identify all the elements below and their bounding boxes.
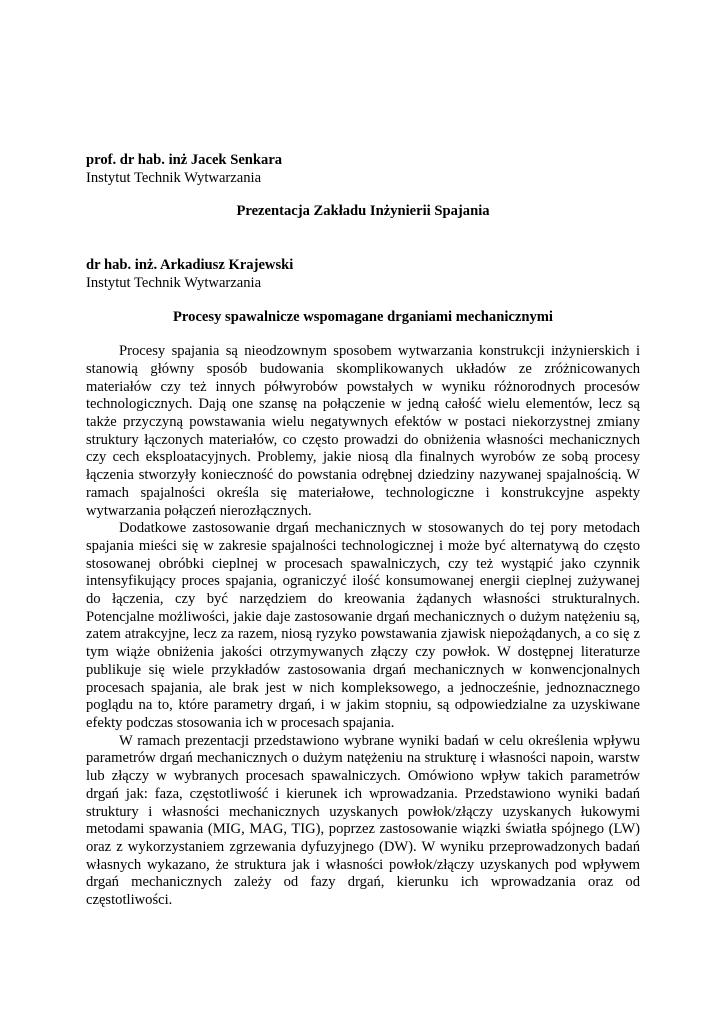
paragraph-3: W ramach prezentacji przedstawiono wybrane wyniki badań w celu określenia wpływu parametrów drgań mechanicznych o dużym natężeniu na strukturę i własności napoin, warstw lub złączy w wybranych procesach spawalniczych. Omówiono wpływ takich parametrów drgań jak: faza, częstotliwość i kierunek ich wprowadzania. Przedstawiono wyniki badań struktury i własności mechanicznych uzyskanych powłok/złączy uzyskanych łukowymi metodami spawania (MIG, MAG, TIG), poprzez zastosowanie wiązki światła spójnego (LW) oraz z wykorzystaniem zgrzewania dyfuzyjnego (DW). W wyniku przeprowadzonych badań własnych wykazano, że struktura jak i własności powłok/złączy uzyskanych pod wpływem drgań mechanicznych zależy od fazy drgań, kierunku ich wprowadzania oraz od częstotliwości. [86,732,640,909]
author1-block [86,152,640,187]
document-page [86,152,640,910]
article-body [86,343,640,910]
paragraph-2: Dodatkowe zastosowanie drgań mechanicznych w stosowanych do tej pory metodach spajania mieści się w zakresie spajalności technologicznej i może być alternatywą do często stosowanej obróbki cieplnej w procesach spawalniczych, czy też wystąpić jako czynnik intensyfikujący proces spajania, ograniczyć ilość konsumowanej energii cieplnej zużywanej do łączenia, czy być narzędziem do kreowania żądanych własności strukturalnych. Potencjalne możliwości, jakie daje zastosowanie drgań mechanicznych o dużym natężeniu są, zatem atrakcyjne, lecz za razem, niosą ryzyko powstawania zjawisk niepożądanych, a co się z tym wiąże obniżenia jakości otrzymywanych złączy czy powłok. W dostępnej literaturze publikuje się wiele przykładów zastosowania drgań mechanicznych w konwencjonalnych procesach spajania, ale brak jest w nich kompleksowego, a jednocześnie, jednoznacznego poglądu na to, które parametry drgań, i w jakim stopniu, są odpowiedzialne za uzyskiwane efekty podczas stosowania ich w procesach spajania. [86,520,640,731]
author2-institute: Instytut Technik Wytwarzania [86,274,262,291]
paragraph-1: Procesy spajania są nieodzownym sposobem wytwarzania konstrukcji inżynierskich i stanowią główny sposób budowania skomplikowanych układów ze zróżnicowanych materiałów czy też innych półwyrobów powstałych w wyniku różnorodnych procesów technologicznych. Dają one szansę na połączenie w jedną całość wielu elementów, lecz są także przyczyną powstawania wielu negatywnych efektów w postaci niekorzystnej zmiany struktury łączonych materiałów, co często prowadzi do obniżenia własności mechanicznych czy cech eksploatacyjnych. Problemy, jakie niosą dla finalnych wyrobów ze sobą procesy łączenia stworzyły konieczność do powstania odrębnej dziedziny nazywanej spajalnością. W ramach spajalności określa się materiałowe, technologiczne i konstrukcyjne aspekty wytwarzania połączeń nierozłącznych. [86,343,640,519]
author2-name: dr hab. inż. Arkadiusz Krajewski [86,257,294,274]
author1-institute: Instytut Technik Wytwarzania [86,169,262,186]
author2-block [86,257,640,292]
presentation-title: Prezentacja Zakładu Inżynierii Spajania [236,203,490,220]
article-title: Procesy spawalnicze wspomagane drganiami mechanicznymi [173,308,553,325]
author1-name: prof. dr hab. inż Jacek Senkara [86,152,283,168]
